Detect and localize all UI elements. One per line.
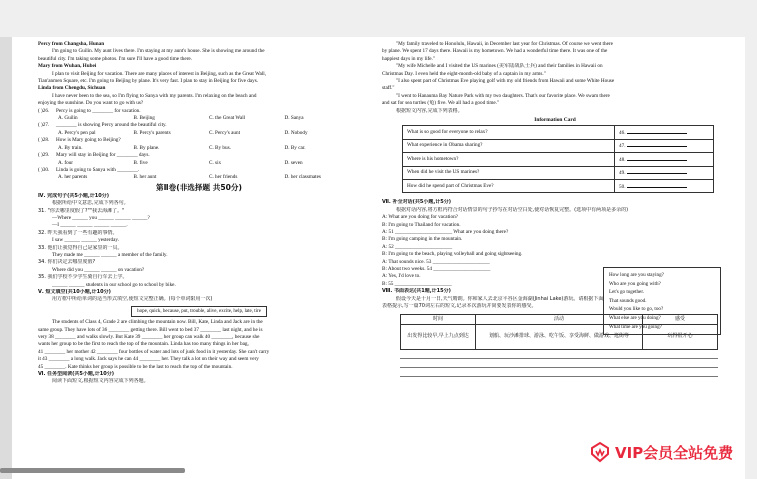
card-question: Where is his hometown? [403,153,615,166]
option: D. By car. [284,144,306,151]
story-line: "My wife Michelle and I visited the US marines (美军陆战队士兵) and their families in Hawaii on [396,63,603,70]
question-text: Mary will stay in Beijing for ________ days. [56,152,150,159]
vip-promo-badge[interactable] [588,440,733,464]
mc-question [38,108,360,123]
cloze-line: wants her group to be the first to reach the top of the mountain. Linda has too many things in her bag, [38,341,249,348]
cloze-line: very 38 ________ and walks slowly. But Kate 39 ________ her group can walk 40 ________, because she [38,334,260,341]
dialogue-line: B: I'm going to the beach, playing volleyball and going sightseeing. [382,251,523,258]
section-8-instruction-1: 假设今天是十月一日,天气晴朗。你和家人去北京平谷区金海湖(Jinhai Lake)游玩。请根据下面 [396,295,604,302]
question-number: ( )30. [38,166,50,173]
q33-chinese: 33. 他们让我觉得自己是家里的一员。 [38,244,123,251]
q35-english: ______ ______ students in our school go to school by bike. [52,281,176,288]
option: B. her aunt [133,174,157,181]
reading-line: I'm going to Guilin. My aunt lives there. I'm staying at my aunt's house. She is showing me around the [52,48,265,55]
reading-line: I plan to visit Beijing for vacation. There are many places of interest in Beijing, such as the Great Wall, [52,70,267,77]
cloze-line: same group. They have lots of 36 ________ getting there. Bill went to bed 37 ________ last night, and he is [38,326,263,333]
question-text: How is Mary going to Beijing? [56,137,121,144]
header-feeling: 感受 [643,314,718,324]
cell-activity: 划船、玩沙滩排球、游泳、吃午饭、享受海鲜、做游戏、逛街等 [476,324,643,349]
card-number: 49. [619,170,626,177]
option: C. her friends [209,174,238,181]
q34-english: Where did you ______ ______ on vacation? [52,266,145,273]
option: B. By plane. [133,144,160,151]
header-activity: 活动 [476,314,643,324]
answer-blank[interactable] [627,155,687,161]
question-number: ( )26. [38,107,50,114]
story-line: "I went to Hanauma Bay Nature Park with my two daughters. That's our favorite place. We swam there [396,92,610,99]
reading-person-3: Linda from Chengdu, Sichuan [38,85,106,92]
option: B. five [133,159,148,166]
dialogue-options-box [603,267,721,335]
question-number: ( )27. [38,122,50,129]
dialogue-line: A: 52 ______________________ [382,243,453,250]
document-page [12,37,745,479]
story-line: Christmas Day. I even held the eight-month-old baby of a captain in my arms." [382,70,546,77]
section-6-instruction: 阅读下面短文,根据短文内容完成下列各题。 [52,378,149,385]
table-row [403,153,714,166]
section-4-instruction: 根据所给中文意思,完成下列各句。 [52,200,129,207]
card-question: When did he visit the US marines? [403,166,615,179]
table-row [403,166,714,179]
writing-line[interactable] [400,359,718,368]
dialogue-line: A: What are you doing for vacation? [382,214,458,221]
left-column [38,37,360,386]
cloze-line: 45 ________. Kate thinks her group is possible to be the last to reach the top of the mountain. [38,363,233,370]
option: A. Guilin [58,115,78,122]
table-row [403,180,714,193]
answer-blank[interactable] [627,182,687,188]
option: A. By train. [58,144,83,151]
answer-blank[interactable] [627,141,687,147]
word-box: hope, quick, because, put, trouble, alive, excite, help, late, tire [131,306,267,317]
card-question: How did he spend part of Christmas Eve? [403,180,615,193]
card-question: What experience in Obama sharing? [403,139,615,152]
vip-promo-text: VIP会员全站免费 [615,443,734,462]
q32-chinese: 32. 昨天我看到了一些有趣的事情。 [38,229,118,236]
section-7-title: Ⅶ. 补全对话(共5小题,计5分) [382,199,451,206]
section-8-instruction-2: 表格提示,写一篇70词左右的短文,记录本次游玩并简要发表你的感受。 [382,303,537,310]
dialogue-line: B: 55 ______________________ [382,280,452,287]
option-sentence: How long are you staying? [609,272,664,278]
story-instruction: 根据短文内容,完成下列表格。 [396,107,463,114]
reading-person-2: Mary from Wuhan, Hubei [38,63,97,70]
dialogue-line: A: That sounds nice. 53 ______________________ [382,258,490,265]
story-line: happiest days in my life." [382,55,435,62]
option: D. seven [284,159,303,166]
option: B. Beijing [133,115,155,122]
left-gutter [0,37,12,479]
reading-line: beautiful city. I'm taking some photos. I'm sure I'll have a good time there. [38,55,193,62]
header-time: 时间 [401,314,476,324]
writing-line[interactable] [400,368,718,377]
card-question: What is so good for everyone to relax? [403,126,615,139]
dialogue-line: B: About two weeks. 54 ______________________ [382,266,491,273]
option-sentence: Who are you going with? [609,280,661,287]
option: C. the Great Wall [209,115,246,122]
card-number: 50. [619,183,626,190]
option: A. four [58,159,73,166]
option: D. Nobody [284,129,308,136]
writing-line[interactable] [400,350,718,359]
option-sentence: What else are you doing? [609,314,661,321]
q32-english: I saw ______ ______ yesterday. [52,237,119,244]
option-sentence: Would you like to go, too? [609,306,664,313]
card-number: 46. [619,129,626,136]
reading-line: enjoying the sunshine. Do you want to go with us? [38,100,144,107]
story-line: "I also spent part of Christmas Eve playing golf with my old friends from Hawaii and some White House [396,78,615,85]
q31-english-1: —Where ______ you ______ ______ ______? [52,214,150,221]
option-sentence: That sounds good. [609,297,647,304]
option: A. Percy's pen pal [58,129,96,136]
cloze-line: 41 ________ her mother 42 ________ four bottles of water and lots of junk food in it yesterday. She can't carry [38,348,270,355]
dialogue-line: A: 51 ______________________ What are you doing there? [382,229,509,236]
horizontal-scrollbar[interactable] [0,468,185,473]
reading-line: I have never been to the sea, so I'm flying to Sanya with my parents. I'm relaxing on the beach and [52,92,257,99]
cell-time: 出发得比较早,早上九点到达 [401,324,476,349]
q35-chinese: 35. 我们学校不少学生骑自行车去上学。 [38,274,128,281]
section-7-instruction: 根据对话内容,将方框内符合对话情景的句子抄写在对话空白处,使对话恢复完整。(选项中有两项是多余的) [396,206,629,213]
section-5-title: Ⅴ. 短文填空(共10小题,计10分) [38,289,111,295]
q33-english: They made me ______ ______ a member of the family. [52,251,168,258]
option: B. Percy's parents [133,129,171,136]
section-5-instruction: 用方框中所给单词的适当形式填空,使短文完整正确。(每个单词限用一次) [52,296,213,303]
question-text: ________ is showing Percy around the beautiful city. [56,122,167,129]
vip-crown-icon [588,440,612,464]
section-8-title: Ⅷ. 书面表达(共1题,计15分) [382,288,451,295]
question-text: Percy is going to ________ for vacation. [56,107,141,114]
option-sentence: Let's go together. [609,289,645,296]
reading-line: Tian'anmen Square, etc. I'm going to Beijing by plane. It's very fast. I plan to stay in Beijing for five days. [38,78,259,85]
reading-person-1: Percy from Changsha, Hunan [38,41,105,47]
cloze-line: The students of Class 4, Grade 2 are climbing the mountain now. Bill, Kate, Linda and Jack are in the [52,319,263,326]
question-number: ( )28. [38,137,50,144]
section-4-title: Ⅳ. 完成句子(共5小题,计10分) [38,192,110,199]
dialogue-line: B: I'm going camping in the mountain. [382,236,463,243]
option: D. Sanya [284,115,304,122]
mc-question [38,137,360,152]
mc-question [38,152,360,167]
cloze-line: it 43 ________ a long walk. Jack says he can 44 ________ her. They talk a lot on their way and seem very [38,356,259,363]
right-column [382,37,728,377]
table-row [403,139,714,152]
cell-feeling: 玩得很开心 [643,324,718,349]
q31-english-2: —I ______ ______ ______ ______. [52,222,128,229]
option: C. By bus. [209,144,231,151]
question-number: ( )29. [38,152,50,159]
dialogue-line: B: I'm going to Thailand for vacation. [382,221,461,228]
option: C. Percy's aunt [209,129,241,136]
option: D. her classmates [284,174,321,181]
story-line: staff." [382,85,395,92]
information-card [402,125,714,193]
part-2-title: 第Ⅱ卷(非选择题 共50分) [156,182,242,192]
option: A. her parents [58,174,88,181]
answer-blank[interactable] [627,128,687,134]
answer-blank[interactable] [627,168,687,174]
card-title: Information Card [534,117,576,124]
question-text: Linda is going to Sanya with ________. [56,166,140,173]
card-number: 47. [619,143,626,150]
story-line: by plane. We spent 17 days there. Hawaii is my hometown. We had a wonderful time there. It was one of the [382,48,608,55]
dialogue-line: A: Yes, I'd love to. [382,273,421,280]
table-row [403,126,714,139]
mc-question [38,167,360,182]
q34-chinese: 34. 你们决定去哪里度假? [38,259,96,266]
card-number: 48. [619,156,626,163]
section-6-title: Ⅵ. 任务型阅读(共5小题,计10分) [38,371,115,378]
option-sentence: What time are you going? [609,323,662,330]
q31-chinese: 31. "你去哪里度假了?""我去海滩了。" [38,207,125,214]
story-line: and sat for sea turtles (龟) five. We all had a good time." [382,100,500,107]
mc-question [38,122,360,137]
option: C. six [209,159,222,166]
story-line: "My family traveled to Honolulu, Hawaii, in December last year for Christmas. Of course we went there [396,41,613,47]
